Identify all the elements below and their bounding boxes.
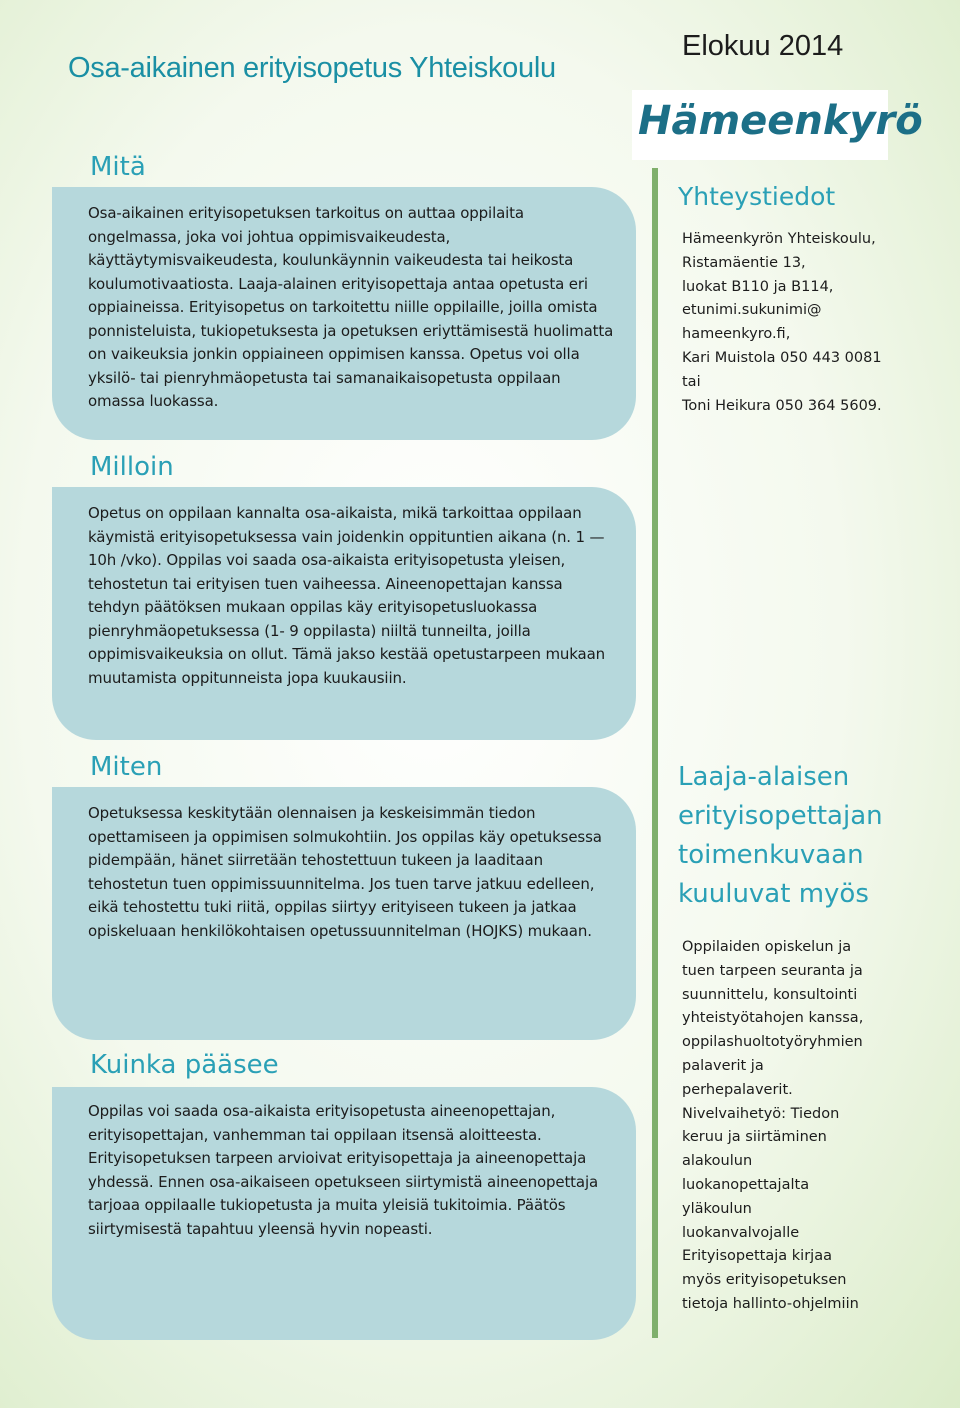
duties-heading-line: erityisopettajan [678, 801, 883, 831]
section-text-milloin: Opetus on oppilaan kannalta osa-aikaista, mikä tarkoittaa oppilaan käymistä erityisopetuksessa vain joidenkin oppituntien aikana (n. 1 — 10h /vko). Oppilas voi saada osa-aikaista erityisopetusta yleisen, tehostetun tai erityisen tuen vaiheessa. Aineenopettajan kanssa tehdyn päätöksen mukaan oppilas käy erityisopetusluokassa pienryhmäopetuksessa (1- 9 oppilasta) niiltä tunneilta, joilla oppimisvaikeuksia on ollut. Tämä jakso kestää opetustarpeen mukaan muutamista oppitunneista jopa kuukausiin. [88, 504, 605, 687]
duties-heading-line: toimenkuvaan [678, 840, 864, 870]
duties-line: alakoulun [682, 1153, 753, 1170]
issue-date: Elokuu 2014 [682, 30, 844, 62]
section-text-miten: Opetuksessa keskitytään olennaisen ja keskeisimmän tiedon opettamiseen ja oppimisen solmukohtiin. Jos oppilas käy opetuksessa pidempään, hänet siirretään tehostettuun tukeen ja laaditaan tehostetun tuen oppimissuunnitelma. Jos tuen tarve jatkuu edelleen, eikä tehostettu tuki riitä, oppilas siirtyy erityiseen tukeen ja jatkaa opiskeluaan henkilökohtaisen opetussuunnitelman (HOJKS) mukaan. [88, 804, 602, 940]
duties-line: Nivelvaihetyö: Tiedon [682, 1105, 840, 1122]
contact-line: luokat B110 ja B114, [682, 278, 834, 295]
section-heading-milloin: Milloin [90, 452, 174, 482]
duties-line: suunnittelu, konsultointi [682, 986, 858, 1003]
duties-line: tuen tarpeen seuranta ja [682, 962, 863, 979]
duties-line: luokanopettajalta [682, 1176, 810, 1193]
contact-info [682, 228, 944, 418]
duties-line: yhteistyötahojen kanssa, [682, 1010, 864, 1027]
duties-line: perhepalaverit. [682, 1081, 793, 1098]
duties-line: yläkoulun [682, 1200, 752, 1217]
contact-line: tai [682, 373, 701, 390]
duties-line: keruu ja siirtäminen [682, 1129, 827, 1146]
duties-heading [678, 758, 883, 914]
section-text-mita: Osa-aikainen erityisopetuksen tarkoitus on auttaa oppilaita ongelmassa, joka voi johtua oppimisvaikeudesta, käyttäytymisvaikeudesta, koulunkäynnin vaikeudesta tai heikosta koulumotivaatiosta. Laaja-alainen erityisopettaja antaa opetusta eri oppiaineissa. Erityisopetus on tarkoitettu niille oppilaille, joilla omista ponnisteluista, tukiopetuksesta ja opetuksen eriyttämisestä huolimatta on vaikeuksia jonkin oppiaineen oppimisen kanssa. Opetus voi olla yksilö- tai pienryhmäopetusta tai samanaikaisopetusta oppilaan omassa luokassa. [88, 204, 614, 410]
contact-heading: Yhteystiedot [678, 182, 836, 211]
contact-line: Toni Heikura 050 364 5609. [682, 397, 882, 414]
sidebar-divider [652, 168, 658, 1338]
section-text-kuinka: Oppilas voi saada osa-aikaista erityisopetusta aineenopettajan, erityisopettajan, vanhemman tai oppilaan itsensä aloitteesta. Erityisopetuksen tarpeen arvioivat erityisopettaja ja aineenopettaja yhdessä. Ennen osa-aikaiseen opetukseen siirtymistä aineenopettaja tarjoaa oppilaalle tukiopetusta ja muita yleisiä tukitoimia. Päätös siirtymisestä tapahtuu yleensä hyvin nopeasti. [88, 1102, 599, 1238]
duties-line: tietoja hallinto-ohjelmiin [682, 1295, 859, 1312]
section-heading-miten: Miten [90, 752, 163, 782]
contact-line: Ristamäentie 13, [682, 254, 806, 271]
hameenkyro-logo [632, 90, 923, 160]
duties-line: Oppilaiden opiskelun ja [682, 939, 852, 955]
duties-line: luokanvalvojalle [682, 1224, 800, 1241]
page-title: Osa-aikainen erityisopetus Yhteiskoulu [68, 52, 556, 84]
duties-line: palaverit ja [682, 1057, 764, 1074]
duties-text [682, 936, 944, 1317]
duties-heading-line: kuuluvat myös [678, 879, 869, 909]
duties-line: myös erityisopetuksen [682, 1272, 847, 1289]
contact-line: Kari Muistola 050 443 0081 [682, 349, 882, 366]
section-heading-kuinka: Kuinka pääsee [90, 1050, 279, 1080]
contact-line: etunimi.sukunimi@ [682, 302, 822, 319]
contact-line: hameenkyro.fi, [682, 326, 791, 343]
contact-line: Hämeenkyrön Yhteiskoulu, [682, 231, 876, 247]
logo-text: Hämeenkyrö [638, 98, 923, 144]
duties-heading-line: Laaja-alaisen [678, 762, 850, 792]
duties-line: Erityisopettaja kirjaa [682, 1248, 832, 1265]
logo-wordmark [632, 90, 923, 160]
duties-line: oppilashuoltotyöryhmien [682, 1034, 863, 1051]
section-heading-mita: Mitä [90, 152, 146, 182]
